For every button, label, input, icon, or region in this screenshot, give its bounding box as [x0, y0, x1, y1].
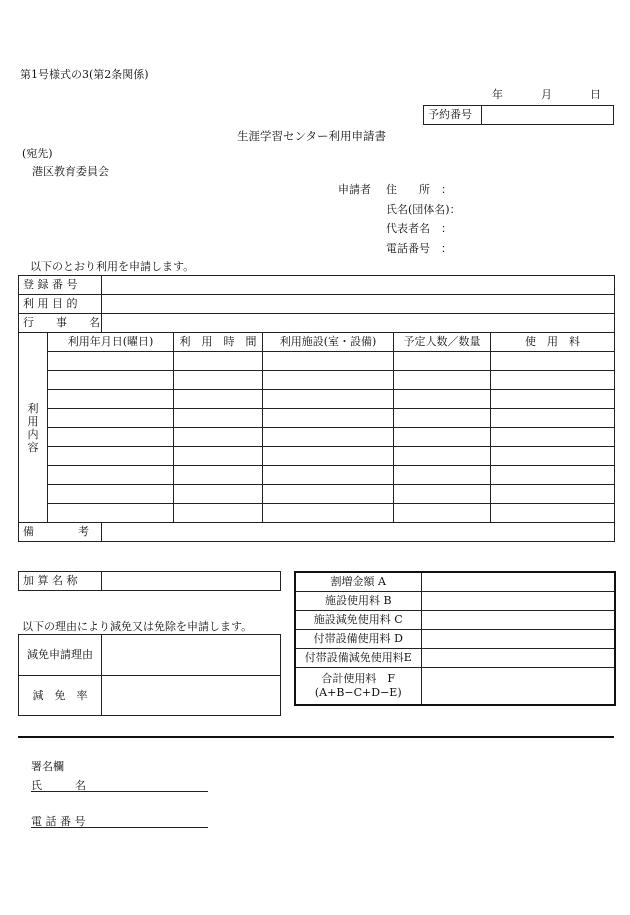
- usage-quantity-cell[interactable]: [394, 447, 491, 466]
- usage-quantity-cell[interactable]: [394, 352, 491, 371]
- fee-e-label: 付帯設備減免使用料E: [295, 649, 421, 668]
- usage-date-cell[interactable]: [48, 371, 174, 390]
- usage-date-cell[interactable]: [48, 504, 174, 523]
- event-input[interactable]: [102, 314, 615, 333]
- remarks-label: 備 考: [19, 523, 102, 542]
- usage-fee-cell[interactable]: [491, 447, 615, 466]
- purpose-label: 利 用 目 的: [19, 295, 102, 314]
- usage-date-cell[interactable]: [48, 390, 174, 409]
- fee-b-label: 施設使用料 B: [295, 592, 421, 611]
- usage-date-cell[interactable]: [48, 466, 174, 485]
- intro-text: 以下のとおり利用を申請します。: [30, 260, 195, 273]
- usage-header-quantity: 予定人数／数量: [394, 333, 491, 352]
- surcharge-label: 加 算 名 称: [19, 572, 102, 591]
- usage-header-time: 利 用 時 間: [174, 333, 263, 352]
- reservation-number-table: [423, 105, 614, 125]
- surcharge-input[interactable]: [102, 572, 281, 591]
- signature-name-label: 氏 名: [31, 779, 86, 792]
- usage-fee-cell[interactable]: [491, 390, 615, 409]
- usage-facility-cell[interactable]: [263, 390, 394, 409]
- usage-facility-cell[interactable]: [263, 485, 394, 504]
- addressee-label: (宛先): [22, 147, 53, 160]
- usage-time-cell[interactable]: [174, 428, 263, 447]
- usage-date-cell[interactable]: [48, 485, 174, 504]
- usage-row: [19, 352, 615, 371]
- usage-quantity-cell[interactable]: [394, 428, 491, 447]
- usage-row: [19, 466, 615, 485]
- applicant-phone-label: 電話番号 ：: [386, 242, 452, 255]
- fee-d-input[interactable]: [421, 630, 615, 649]
- fee-b-input[interactable]: [421, 592, 615, 611]
- usage-facility-cell[interactable]: [263, 504, 394, 523]
- applicant-address-label: 住 所 ：: [386, 183, 452, 196]
- fee-a-input[interactable]: [421, 572, 615, 592]
- usage-facility-cell[interactable]: [263, 447, 394, 466]
- fee-d-label: 付帯設備使用料 D: [295, 630, 421, 649]
- usage-quantity-cell[interactable]: [394, 485, 491, 504]
- event-label: 行 事 名: [19, 314, 102, 333]
- usage-date-cell[interactable]: [48, 409, 174, 428]
- usage-row: [19, 390, 615, 409]
- usage-row: [19, 447, 615, 466]
- usage-time-cell[interactable]: [174, 390, 263, 409]
- fee-c-input[interactable]: [421, 611, 615, 630]
- usage-facility-cell[interactable]: [263, 352, 394, 371]
- usage-quantity-cell[interactable]: [394, 390, 491, 409]
- reg-no-input[interactable]: [102, 276, 615, 295]
- fee-c-label: 施設減免使用料 C: [295, 611, 421, 630]
- reservation-label: 予約番号: [424, 106, 482, 125]
- usage-header-date: 利用年月日(曜日): [48, 333, 174, 352]
- usage-row: [19, 371, 615, 390]
- fee-f-label-line1: 合計使用料 F: [321, 672, 396, 685]
- application-table: [18, 275, 615, 542]
- applicant-label: 申請者: [338, 183, 371, 196]
- usage-side-label: 利用内容: [19, 333, 48, 523]
- usage-fee-cell[interactable]: [491, 352, 615, 371]
- usage-quantity-cell[interactable]: [394, 466, 491, 485]
- exemption-table: [18, 634, 281, 716]
- usage-row: [19, 485, 615, 504]
- form-title: 生涯学習センター利用申請書: [237, 129, 387, 143]
- fee-a-label: 割増金額 A: [295, 572, 421, 592]
- usage-date-cell[interactable]: [48, 428, 174, 447]
- date-month: 月: [541, 88, 552, 101]
- fee-table: [294, 571, 616, 706]
- usage-facility-cell[interactable]: [263, 409, 394, 428]
- applicant-rep-name-label: 代表者名 ：: [386, 222, 452, 235]
- usage-fee-cell[interactable]: [491, 409, 615, 428]
- reservation-input[interactable]: [482, 106, 614, 125]
- signature-name-line[interactable]: [31, 791, 208, 792]
- purpose-input[interactable]: [102, 295, 615, 314]
- usage-time-cell[interactable]: [174, 504, 263, 523]
- exemption-reason-input[interactable]: [102, 635, 281, 676]
- exemption-rate-input[interactable]: [102, 676, 281, 716]
- exemption-reason-label: 減免申請理由: [19, 635, 102, 676]
- usage-time-cell[interactable]: [174, 447, 263, 466]
- signature-phone-label: 電 話 番 号: [31, 815, 86, 828]
- usage-quantity-cell[interactable]: [394, 504, 491, 523]
- reg-no-label: 登 録 番 号: [19, 276, 102, 295]
- usage-facility-cell[interactable]: [263, 371, 394, 390]
- exemption-rate-label: 減 免 率: [19, 676, 102, 716]
- remarks-input[interactable]: [102, 523, 615, 542]
- applicant-org-name-label: 氏名(団体名)：: [386, 203, 461, 216]
- usage-row: [19, 504, 615, 523]
- surcharge-table: [18, 571, 281, 591]
- usage-quantity-cell[interactable]: [394, 409, 491, 428]
- usage-time-cell[interactable]: [174, 409, 263, 428]
- usage-header-fee: 使 用 料: [491, 333, 615, 352]
- usage-time-cell[interactable]: [174, 371, 263, 390]
- date-day: 日: [590, 88, 601, 101]
- signature-label: 署名欄: [31, 760, 64, 773]
- usage-time-cell[interactable]: [174, 485, 263, 504]
- date-year: 年: [492, 88, 503, 101]
- usage-fee-cell[interactable]: [491, 371, 615, 390]
- usage-row: [19, 409, 615, 428]
- form-number: 第1号様式の3(第2条関係): [20, 68, 149, 81]
- fee-f-input[interactable]: [421, 668, 615, 706]
- usage-row: [19, 428, 615, 447]
- signature-divider: [18, 736, 614, 738]
- usage-facility-cell[interactable]: [263, 466, 394, 485]
- usage-facility-cell[interactable]: [263, 428, 394, 447]
- fee-f-label-line2: (A+B−C+D−E): [314, 686, 402, 699]
- usage-fee-cell[interactable]: [491, 504, 615, 523]
- usage-fee-cell[interactable]: [491, 485, 615, 504]
- usage-time-cell[interactable]: [174, 352, 263, 371]
- exemption-intro: 以下の理由により減免又は免除を申請します。: [22, 620, 253, 633]
- usage-fee-cell[interactable]: [491, 466, 615, 485]
- usage-date-cell[interactable]: [48, 447, 174, 466]
- addressee: 港区教育委員会: [32, 165, 109, 178]
- signature-phone-line[interactable]: [31, 827, 208, 828]
- usage-quantity-cell[interactable]: [394, 371, 491, 390]
- usage-date-cell[interactable]: [48, 352, 174, 371]
- fee-e-input[interactable]: [421, 649, 615, 668]
- usage-time-cell[interactable]: [174, 466, 263, 485]
- usage-fee-cell[interactable]: [491, 428, 615, 447]
- usage-header-facility: 利用施設(室・設備): [263, 333, 394, 352]
- fee-f-label: [295, 668, 421, 706]
